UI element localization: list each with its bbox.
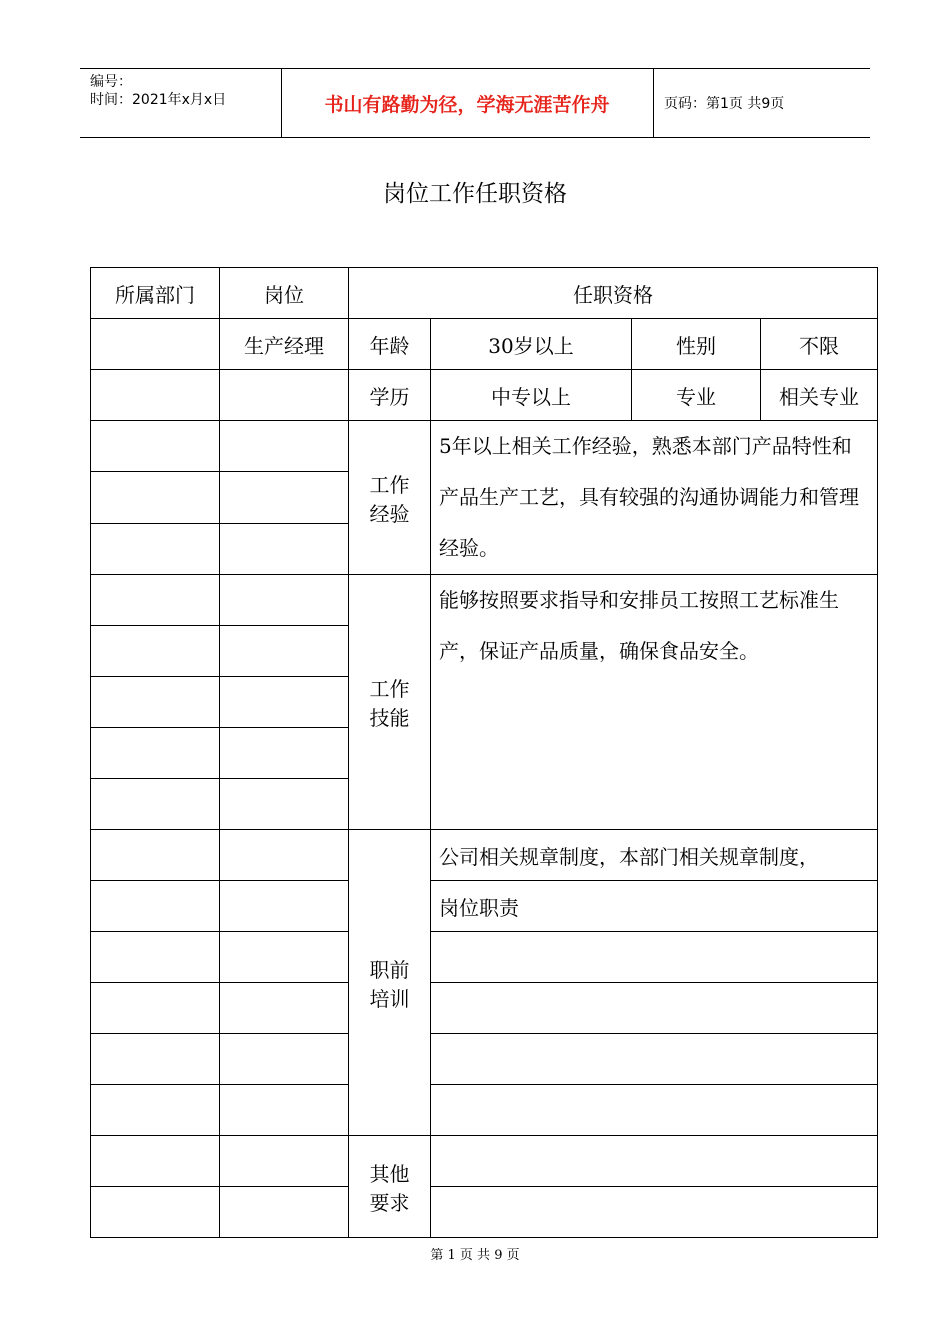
dept-cell: [91, 370, 220, 421]
training-label-line-1: 职前: [369, 957, 410, 982]
age-value: 30岁以上: [431, 319, 632, 370]
skills-text: 能够按照要求指导和安排员工按照工艺标准生产，保证产品质量，确保食品安全。: [431, 575, 878, 830]
other-label: [349, 1136, 431, 1238]
education-label: 学历: [349, 370, 431, 421]
other-line-empty: [431, 1136, 878, 1187]
position-cell: [220, 626, 349, 677]
training-line-empty: [431, 1034, 878, 1085]
age-label: 年龄: [349, 319, 431, 370]
dept-cell: [91, 1034, 220, 1085]
header-meta: [80, 69, 282, 137]
position-cell: [220, 830, 349, 881]
table-row: [91, 983, 878, 1034]
training-line-1: 公司相关规章制度，本部门相关规章制度，: [431, 830, 878, 881]
table-row: [91, 1136, 878, 1187]
qualification-table: [90, 267, 878, 1238]
position-cell: [220, 421, 349, 472]
header-page-info: 页码：第1页 共9页: [664, 96, 785, 112]
dept-cell: [91, 1085, 220, 1136]
education-value: 中专以上: [431, 370, 632, 421]
dept-cell: [91, 626, 220, 677]
dept-cell: [91, 575, 220, 626]
skills-label-line-1: 工作: [369, 677, 410, 701]
document-title: 岗位工作任职资格: [383, 181, 567, 207]
document-number: 编号：: [90, 74, 132, 90]
table-row: [91, 575, 878, 626]
position-cell: [220, 677, 349, 728]
header-motto: 书山有路勤为径，学海无涯苦作舟: [324, 94, 610, 116]
skills-label-line-2: 技能: [369, 706, 410, 730]
position-cell: [220, 728, 349, 779]
skills-label: [349, 575, 431, 830]
position-cell: [220, 983, 349, 1034]
position-cell: [220, 1136, 349, 1187]
dept-cell: [91, 830, 220, 881]
position-value: 生产经理: [220, 319, 349, 370]
dept-cell: [91, 421, 220, 472]
page-footer: 第 1 页 共 9 页: [430, 1248, 520, 1263]
header-qualification: 任职资格: [349, 268, 878, 319]
position-cell: [220, 881, 349, 932]
position-cell: [220, 523, 349, 574]
table-row: [91, 1034, 878, 1085]
gender-value: 不限: [761, 319, 878, 370]
table-row: [91, 830, 878, 881]
position-cell: [220, 1034, 349, 1085]
major-value: 相关专业: [761, 370, 878, 421]
table-row: [91, 319, 878, 370]
header-motto-cell: [281, 69, 654, 137]
training-line-empty: [431, 983, 878, 1034]
header-dept: 所属部门: [91, 268, 220, 319]
position-cell: [220, 1085, 349, 1136]
position-cell: [220, 932, 349, 983]
training-line-empty: [431, 1085, 878, 1136]
document-date: 时间：2021年x月x日: [90, 92, 227, 108]
experience-label-line-2: 经验: [369, 501, 410, 526]
header-page-cell: [654, 69, 870, 137]
experience-label: [349, 421, 431, 575]
dept-cell: [91, 932, 220, 983]
dept-cell: [91, 728, 220, 779]
other-label-line-1: 其他: [369, 1161, 410, 1186]
training-label: [349, 830, 431, 1136]
dept-cell: [91, 1187, 220, 1238]
dept-cell: [91, 881, 220, 932]
table-row: [91, 370, 878, 421]
table-header-row: [91, 268, 878, 319]
position-cell: [220, 370, 349, 421]
dept-cell: [91, 472, 220, 523]
position-cell: [220, 1187, 349, 1238]
experience-text: 5年以上相关工作经验，熟悉本部门产品特性和产品生产工艺，具有较强的沟通协调能力和管理经验。: [431, 421, 878, 575]
dept-cell: [91, 319, 220, 370]
table-row: [91, 421, 878, 472]
position-cell: [220, 472, 349, 523]
dept-cell: [91, 1136, 220, 1187]
header-position: 岗位: [220, 268, 349, 319]
dept-cell: [91, 677, 220, 728]
experience-label-line-1: 工作: [369, 472, 410, 497]
major-label: 专业: [632, 370, 761, 421]
table-row: [91, 881, 878, 932]
gender-label: 性别: [632, 319, 761, 370]
other-line-empty: [431, 1187, 878, 1238]
training-label-line-2: 培训: [369, 986, 410, 1011]
dept-cell: [91, 983, 220, 1034]
table-row: [91, 1085, 878, 1136]
table-row: [91, 932, 878, 983]
position-cell: [220, 575, 349, 626]
training-line-empty: [431, 932, 878, 983]
training-line-2: 岗位职责: [431, 881, 878, 932]
position-cell: [220, 779, 349, 830]
dept-cell: [91, 779, 220, 830]
other-label-line-2: 要求: [369, 1190, 410, 1215]
page-header: [80, 68, 870, 138]
table-row: [91, 1187, 878, 1238]
dept-cell: [91, 523, 220, 574]
